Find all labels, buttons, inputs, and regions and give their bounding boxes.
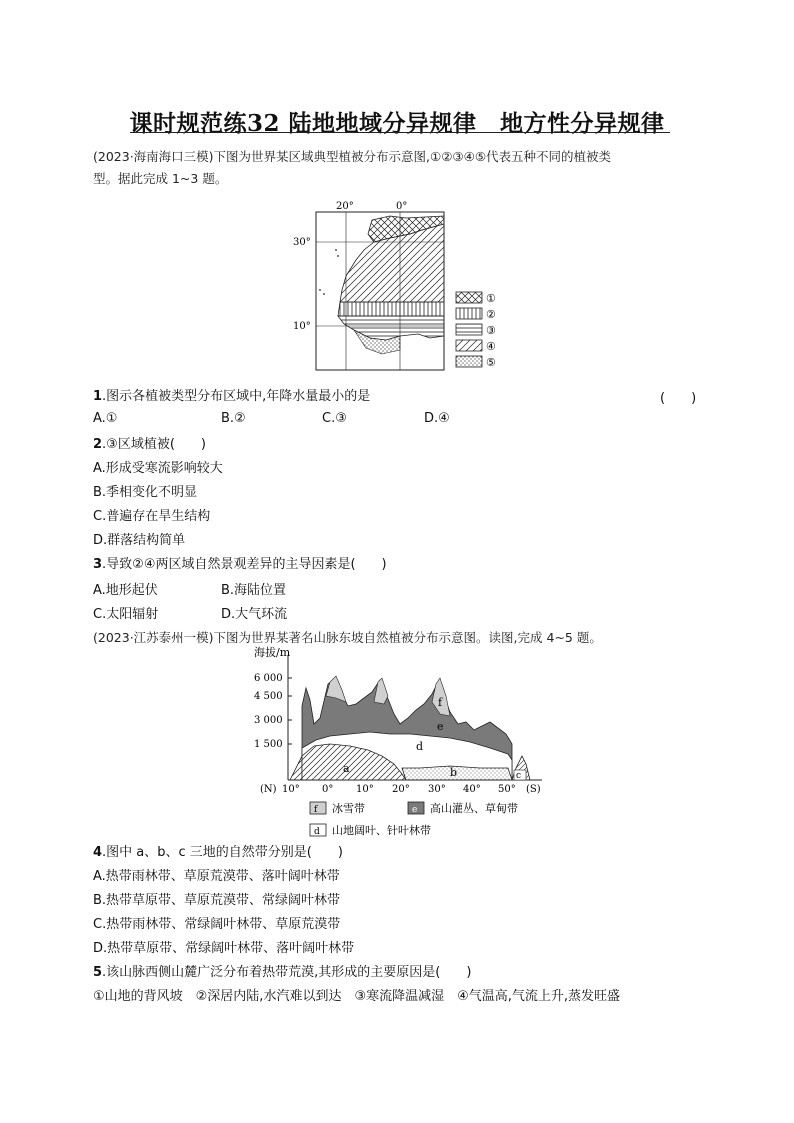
- legend-key-d: d: [314, 827, 320, 837]
- question-2-number: 2: [93, 437, 103, 452]
- legend-3: ③: [486, 324, 496, 337]
- q4-option-d: D.热带草原带、常绿阔叶林带、落叶阔叶林带: [93, 941, 355, 956]
- intro-line-2: 型。据此完成 1~3 题。: [93, 171, 228, 186]
- q5-items: ①山地的背风坡 ②深居内陆,水汽难以到达 ③寒流降温减湿 ④气温高,气流上升,蒸发旺盛: [93, 989, 621, 1004]
- q4-option-a: A.热带雨林带、草原荒漠带、落叶阔叶林带: [93, 869, 340, 884]
- question-3-number: 3: [93, 557, 103, 572]
- question-5-text: .该山脉西侧山麓广泛分布着热带荒漠,其形成的主要原因是( ): [102, 965, 472, 980]
- y-ticks: [254, 673, 292, 750]
- question-1-answer-blank: ( ): [660, 391, 697, 406]
- title-underline: [130, 132, 670, 133]
- page-title: 课时规范练32 陆地地域分异规律 地方性分异规律: [129, 110, 665, 137]
- q2-option-b: B.季相变化不明显: [93, 485, 198, 500]
- intro-2: (2023·江苏泰州一模)下图为世界某著名山脉东坡自然植被分布示意图。读图,完成 4~5 题。: [93, 630, 602, 645]
- q1-option-b: B.②: [221, 411, 246, 426]
- x-tick-0: 0°: [322, 784, 334, 795]
- y-tick-4500: 4 500: [254, 691, 283, 702]
- q1-option-d: D.④: [424, 411, 450, 426]
- q2-option-c: C.普遍存在旱生结构: [93, 509, 211, 524]
- question-1-number: 1: [93, 389, 103, 404]
- mountain-profile-chart: [250, 644, 550, 840]
- region-2: [338, 302, 444, 316]
- question-5: [93, 963, 471, 983]
- zone-label-e: e: [437, 720, 444, 733]
- x-end-south: (S): [526, 784, 541, 795]
- zone-label-f: f: [438, 696, 443, 709]
- q3-option-b: B.海陆位置: [221, 583, 287, 598]
- legend-label-d: 山地阔叶、针叶林带: [332, 824, 431, 837]
- q2-option-a: A.形成受寒流影响较大: [93, 461, 223, 476]
- question-2-text: .③区域植被( ): [102, 437, 206, 452]
- chart-legend: [310, 801, 518, 837]
- x-tick-10s: 10°: [356, 784, 374, 795]
- question-1-text: .图示各植被类型分布区域中,年降水量最小的是: [102, 389, 371, 404]
- question-4-number: 4: [93, 845, 103, 860]
- q4-option-c: C.热带雨林带、常绿阔叶林带、草原荒漠带: [93, 917, 341, 932]
- legend-4: ④: [486, 340, 496, 353]
- legend-5: ⑤: [486, 356, 496, 369]
- legend-1: ①: [486, 292, 496, 305]
- zone-label-d: d: [416, 740, 424, 753]
- q3-option-d: D.大气环流: [221, 607, 288, 622]
- map-legend: [456, 292, 496, 369]
- q1-option-c: C.③: [322, 411, 347, 426]
- x-tick-10n: 10°: [282, 784, 300, 795]
- legend-label-e: 高山灌丛、草甸带: [430, 802, 518, 815]
- q4-option-b: B.热带草原带、草原荒漠带、常绿阔叶林带: [93, 893, 341, 908]
- legend-key-f: f: [314, 805, 318, 815]
- zone-f-snow-2: [374, 678, 388, 704]
- lon-label-20: 20°: [336, 201, 354, 212]
- legend-label-f: 冰雪带: [332, 802, 365, 815]
- question-4: [93, 843, 343, 863]
- lat-label-10: 10°: [293, 321, 311, 332]
- question-4-text: .图中 a、b、c 三地的自然带分别是( ): [102, 845, 343, 860]
- y-tick-3000: 3 000: [254, 715, 283, 726]
- question-1: [93, 387, 370, 407]
- y-tick-1500: 1 500: [254, 739, 283, 750]
- x-tick-50s: 50°: [498, 784, 516, 795]
- intro-line-1: (2023·海南海口三模)下图为世界某区域典型植被分布示意图,①②③④⑤代表五种不同的植被类: [93, 149, 612, 164]
- question-3-text: .导致②④两区域自然景观差异的主导因素是( ): [102, 557, 387, 572]
- legend-key-e: e: [412, 805, 418, 815]
- question-5-number: 5: [93, 965, 103, 980]
- x-tick-20s: 20°: [392, 784, 410, 795]
- q1-option-a: A.①: [93, 411, 118, 426]
- lon-label-0: 0°: [396, 201, 408, 212]
- y-axis-title: 海拔/m: [254, 646, 291, 659]
- vegetation-map: [290, 198, 520, 378]
- x-end-north: (N): [260, 784, 277, 795]
- legend-2: ②: [486, 308, 496, 321]
- question-2: [93, 435, 206, 455]
- x-tick-30s: 30°: [428, 784, 446, 795]
- q3-option-a: A.地形起伏: [93, 583, 158, 598]
- lat-label-30: 30°: [293, 237, 311, 248]
- zone-label-a: a: [343, 762, 350, 775]
- q2-option-d: D.群落结构简单: [93, 533, 186, 548]
- zone-label-b: b: [450, 766, 458, 779]
- y-tick-6000: 6 000: [254, 673, 283, 684]
- x-tick-40s: 40°: [463, 784, 481, 795]
- zone-label-c: c: [516, 771, 522, 781]
- question-3: [93, 555, 387, 575]
- q3-option-c: C.太阳辐射: [93, 607, 159, 622]
